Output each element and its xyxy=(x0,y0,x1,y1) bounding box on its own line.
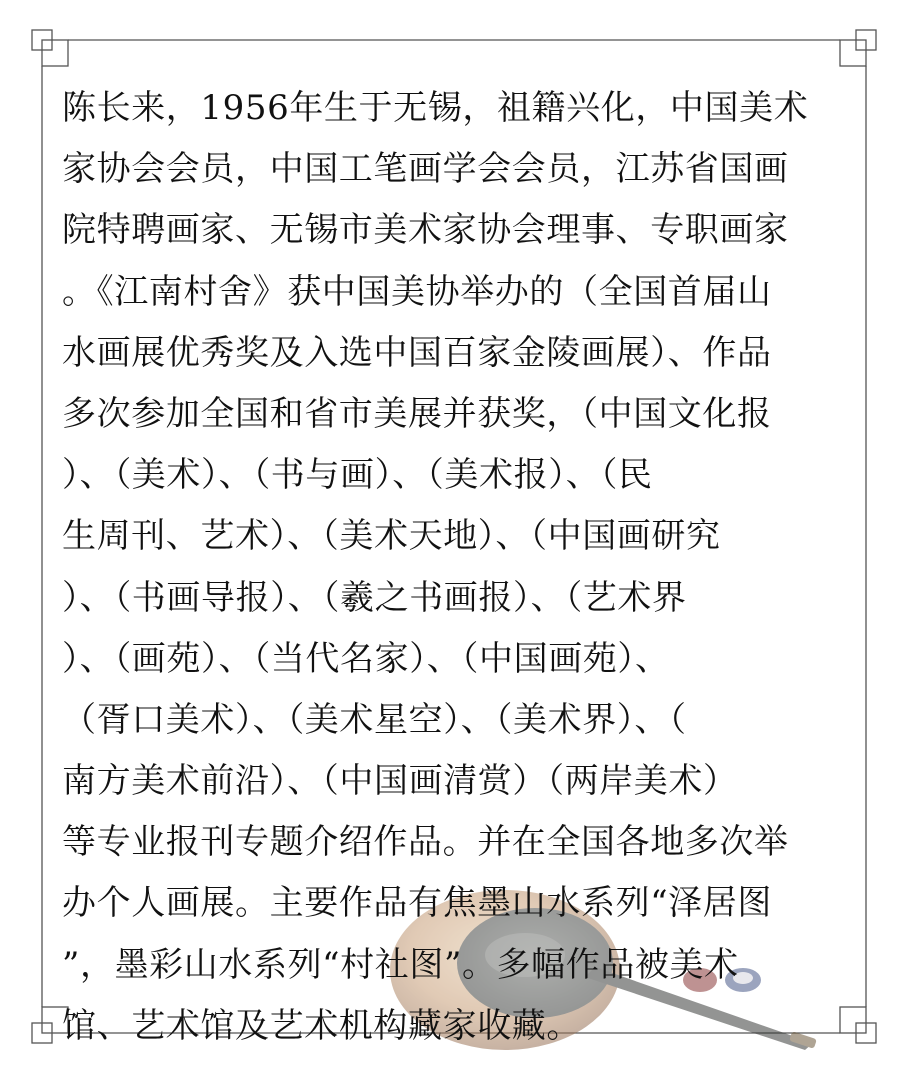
bio-line-7: ）、（美术）、（书与画）、（美术报）、（民 xyxy=(62,455,653,496)
bio-line-15: ”，墨彩山水系列“村社图”。多幅作品被美术 xyxy=(62,944,739,985)
bio-line-9: ）、（书画导报）、（羲之书画报）、（艺术界 xyxy=(62,577,687,618)
bio-line-6: 多次参加全国和省市美展并获奖，（中国文化报 xyxy=(62,393,772,434)
bio-line-11: （胥口美术）、（美术星空）、（美术界）、（ xyxy=(62,699,687,740)
bio-line-14: 办个人画展。主要作品有焦墨山水系列“泽居图 xyxy=(62,883,772,924)
bio-line-1: 陈长来，1956年生于无锡，祖籍兴化，中国美术 xyxy=(62,88,809,128)
bio-line-12: 南方美术前沿）、（中国画清赏）（两岸美术） xyxy=(62,761,738,802)
bio-line-3: 院特聘画家、无锡市美术家协会理事、专职画家 xyxy=(62,210,789,251)
bio-line-5: 水画展优秀奖及入选中国百家金陵画展）、作品 xyxy=(62,332,772,373)
bio-line-4: 。《江南村舍》获中国美协举办的（全国首届山 xyxy=(62,271,772,312)
bio-line-10: ）、（画苑）、（当代名家）、（中国画苑）、 xyxy=(62,638,670,679)
bio-line-8: 生周刊、艺术）、（美术天地）、（中国画研究 xyxy=(62,516,721,557)
biography-text xyxy=(62,78,842,1057)
bio-line-13: 等专业报刊专题介绍作品。并在全国各地多次举 xyxy=(62,822,789,863)
bio-line-2: 家协会会员，中国工笔画学会会员，江苏省国画 xyxy=(62,149,789,190)
bio-line-16: 馆、艺术馆及艺术机构藏家收藏。 xyxy=(62,1005,581,1046)
